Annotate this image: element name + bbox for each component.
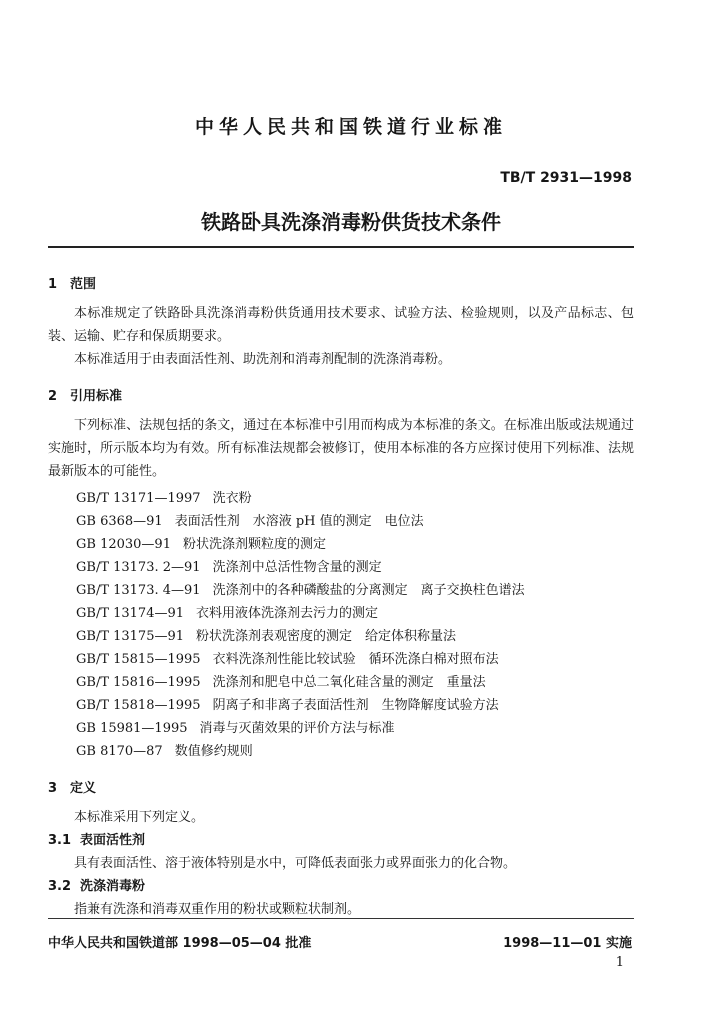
section-number: 2 xyxy=(48,389,58,404)
reference-item: GB 15981—1995 消毒与灭菌效果的评价方法与标准 xyxy=(76,721,395,736)
reference-item: GB 8170—87 数值修约规则 xyxy=(76,744,253,759)
issuer-title: 中华人民共和国铁道行业标准 xyxy=(194,116,507,138)
reference-item: GB 6368—91 表面活性剂 水溶液 pH 值的测定 电位法 xyxy=(76,514,424,529)
footer-divider xyxy=(48,918,634,919)
reference-item: GB/T 13173. 4—91 洗涤剂中的各种磷酸盐的分离测定 离子交换柱色谱法 xyxy=(76,583,525,598)
section-1-heading xyxy=(48,273,96,292)
reference-item: GB/T 13173. 2—91 洗涤剂中总活性物含量的测定 xyxy=(76,560,382,575)
standard-number: TB/T 2931—1998 xyxy=(500,170,632,186)
reference-item: GB 12030—91 粉状洗涤剂颗粒度的测定 xyxy=(76,537,326,552)
section-1-paragraph-1: 本标准规定了铁路卧具洗涤消毒粉供货通用技术要求、试验方法、检验规则，以及产品标志、包装、运输、贮存和保质期要求。 xyxy=(48,306,634,344)
section-3-paragraph-1: 本标准采用下列定义。 xyxy=(74,810,205,825)
section-1-paragraph-2: 本标准适用于由表面活性剂、助洗剂和消毒剂配制的洗涤消毒粉。 xyxy=(74,352,452,367)
reference-item: GB/T 15816—1995 洗涤剂和肥皂中总二氧化硅含量的测定 重量法 xyxy=(76,675,486,690)
document-title: 铁路卧具洗涤消毒粉供货技术条件 xyxy=(201,210,501,234)
subsection-3-1-text: 具有表面活性、溶于液体特别是水中，可降低表面张力或界面张力的化合物。 xyxy=(74,856,517,871)
page-number: 1 xyxy=(615,955,624,970)
reference-item: GB/T 15818—1995 阴离子和非离子表面活性剂 生物降解度试验方法 xyxy=(76,698,499,713)
section-title: 引用标准 xyxy=(70,389,123,404)
subsection-3-2-text: 指兼有洗涤和消毒双重作用的粉状或颗粒状制剂。 xyxy=(74,902,361,917)
section-title: 范围 xyxy=(70,277,97,292)
section-title: 定义 xyxy=(70,781,97,796)
title-divider xyxy=(48,246,634,248)
reference-item: GB/T 15815—1995 衣料洗涤剂性能比较试验 循环洗涤白棉对照布法 xyxy=(76,652,499,667)
section-number: 3 xyxy=(48,781,58,796)
reference-item: GB/T 13175—91 粉状洗涤剂表观密度的测定 给定体积称量法 xyxy=(76,629,457,644)
subsection-3-2-heading: 3.2 洗涤消毒粉 xyxy=(48,879,146,894)
effective-date-line: 1998—11—01 实施 xyxy=(503,936,632,951)
approval-line: 中华人民共和国铁道部 1998—05—04 批准 xyxy=(48,936,312,951)
reference-item: GB/T 13171—1997 洗衣粉 xyxy=(76,491,252,506)
section-2-heading xyxy=(48,385,122,404)
section-2-paragraph-1: 下列标准、法规包括的条文，通过在本标准中引用而构成为本标准的条文。在标准出版或法规通过实施时，所示版本均为有效。所有标准法规都会被修订，使用本标准的各方应探讨使用下列标准、法规最新版本的可能性。 xyxy=(48,418,634,479)
section-number: 1 xyxy=(48,277,58,292)
subsection-3-1-heading: 3.1 表面活性剂 xyxy=(48,833,146,848)
section-3-heading xyxy=(48,777,96,796)
reference-item: GB/T 13174—91 衣料用液体洗涤剂去污力的测定 xyxy=(76,606,379,621)
